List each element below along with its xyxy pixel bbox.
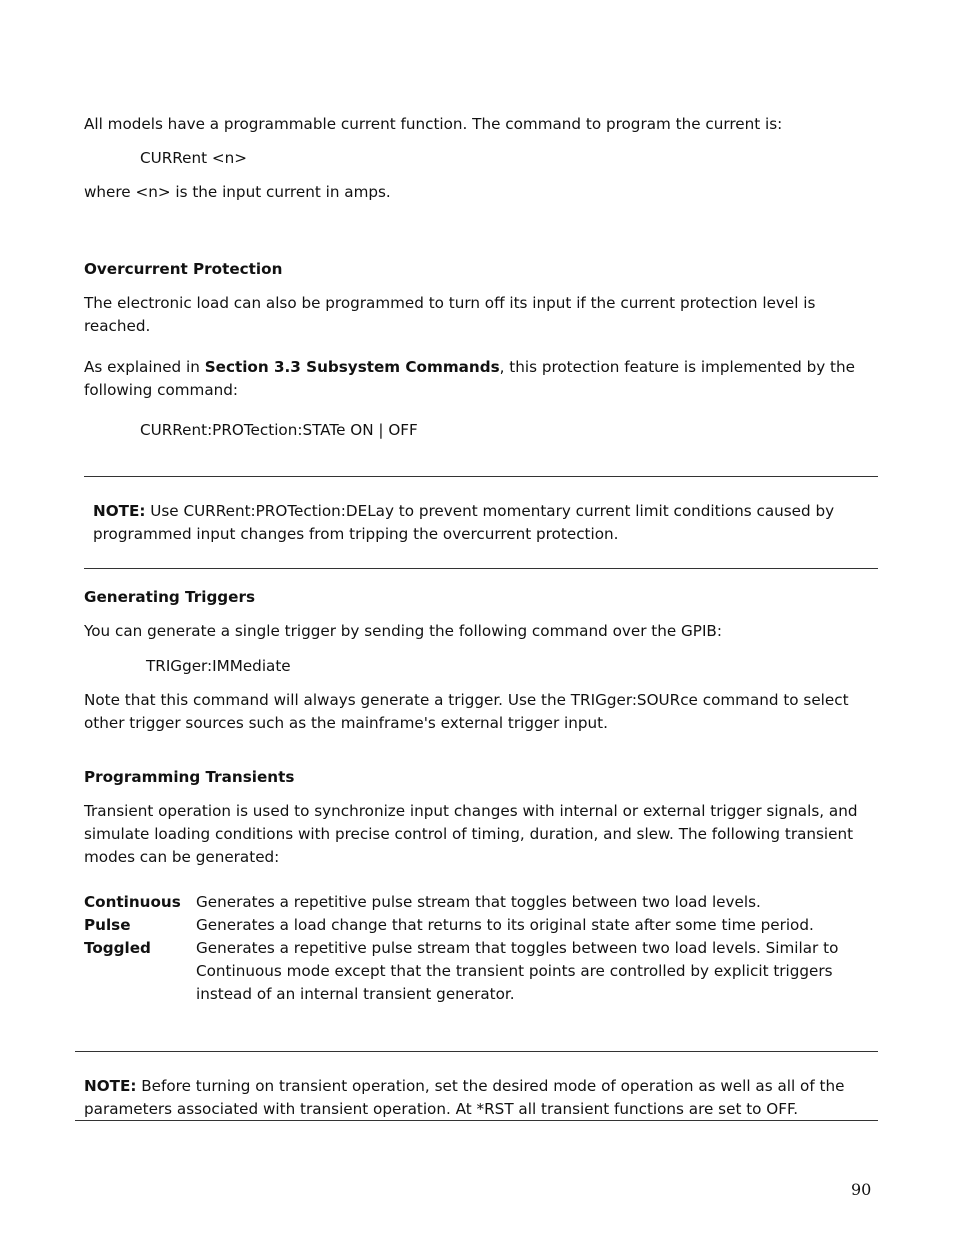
note1-bottom-rule	[84, 568, 878, 569]
protection-command: CURRent:PROTection:STATe ON | OFF	[140, 421, 418, 439]
overcurrent-para2	[84, 356, 874, 402]
mode-term: Pulse	[84, 916, 131, 934]
trigger-command: TRIGger:IMMediate	[146, 657, 291, 675]
note1-text: Use CURRent:PROTection:DELay to prevent momentary current limit conditions caused by programmed input changes from tripping the overcurrent protection.	[93, 502, 835, 543]
note2-bottom-rule	[75, 1120, 878, 1121]
note1	[93, 500, 863, 546]
mode-desc: Generates a repetitive pulse stream that toggles between two load levels. Similar to Continuous mode except that the transient points are controlled by explicit triggers instead of an internal transient generator.	[196, 939, 839, 1003]
note2-label: NOTE:	[84, 1077, 137, 1095]
section-reference: Section 3.3 Subsystem Commands	[204, 358, 500, 376]
mode-term: Continuous	[84, 893, 181, 911]
current-where: where <n> is the input current in amps.	[84, 183, 391, 201]
triggers-heading: Generating Triggers	[84, 588, 256, 606]
triggers-para1: You can generate a single trigger by sending the following command over the GPIB:	[84, 622, 722, 640]
overcurrent-para1: The electronic load can also be programmed to turn off its input if the current protection level is reached.	[84, 294, 816, 335]
note2	[84, 1075, 874, 1121]
current-intro: All models have a programmable current function. The command to program the current is:	[84, 115, 783, 133]
overcurrent-para2-post: , this protection feature is implemented by the following command:	[84, 358, 855, 399]
overcurrent-heading: Overcurrent Protection	[84, 260, 283, 278]
triggers-para2: Note that this command will always generate a trigger. Use the TRIGger:SOURce command to select other trigger sources such as the mainframe's external trigger input.	[84, 691, 849, 732]
overcurrent-para2-pre: As explained in	[84, 358, 205, 376]
mode-term: Toggled	[84, 939, 151, 957]
transients-para1: Transient operation is used to synchronize input changes with internal or external trigger signals, and simulate loading conditions with precise control of timing, duration, and slew. The following transient modes can be generated:	[84, 802, 858, 866]
page-number: 90	[851, 1180, 872, 1199]
note1-label: NOTE:	[93, 502, 146, 520]
mode-desc: Generates a load change that returns to its original state after some time period.	[196, 916, 814, 934]
current-command: CURRent <n>	[140, 149, 247, 167]
note1-top-rule	[84, 476, 878, 477]
note2-top-rule	[75, 1051, 878, 1052]
note2-text: Before turning on transient operation, set the desired mode of operation as well as all of the parameters associated with transient operation. At *RST all transient functions are set to OFF.	[84, 1077, 845, 1118]
transients-heading: Programming Transients	[84, 768, 295, 786]
mode-desc: Generates a repetitive pulse stream that toggles between two load levels.	[196, 893, 761, 911]
